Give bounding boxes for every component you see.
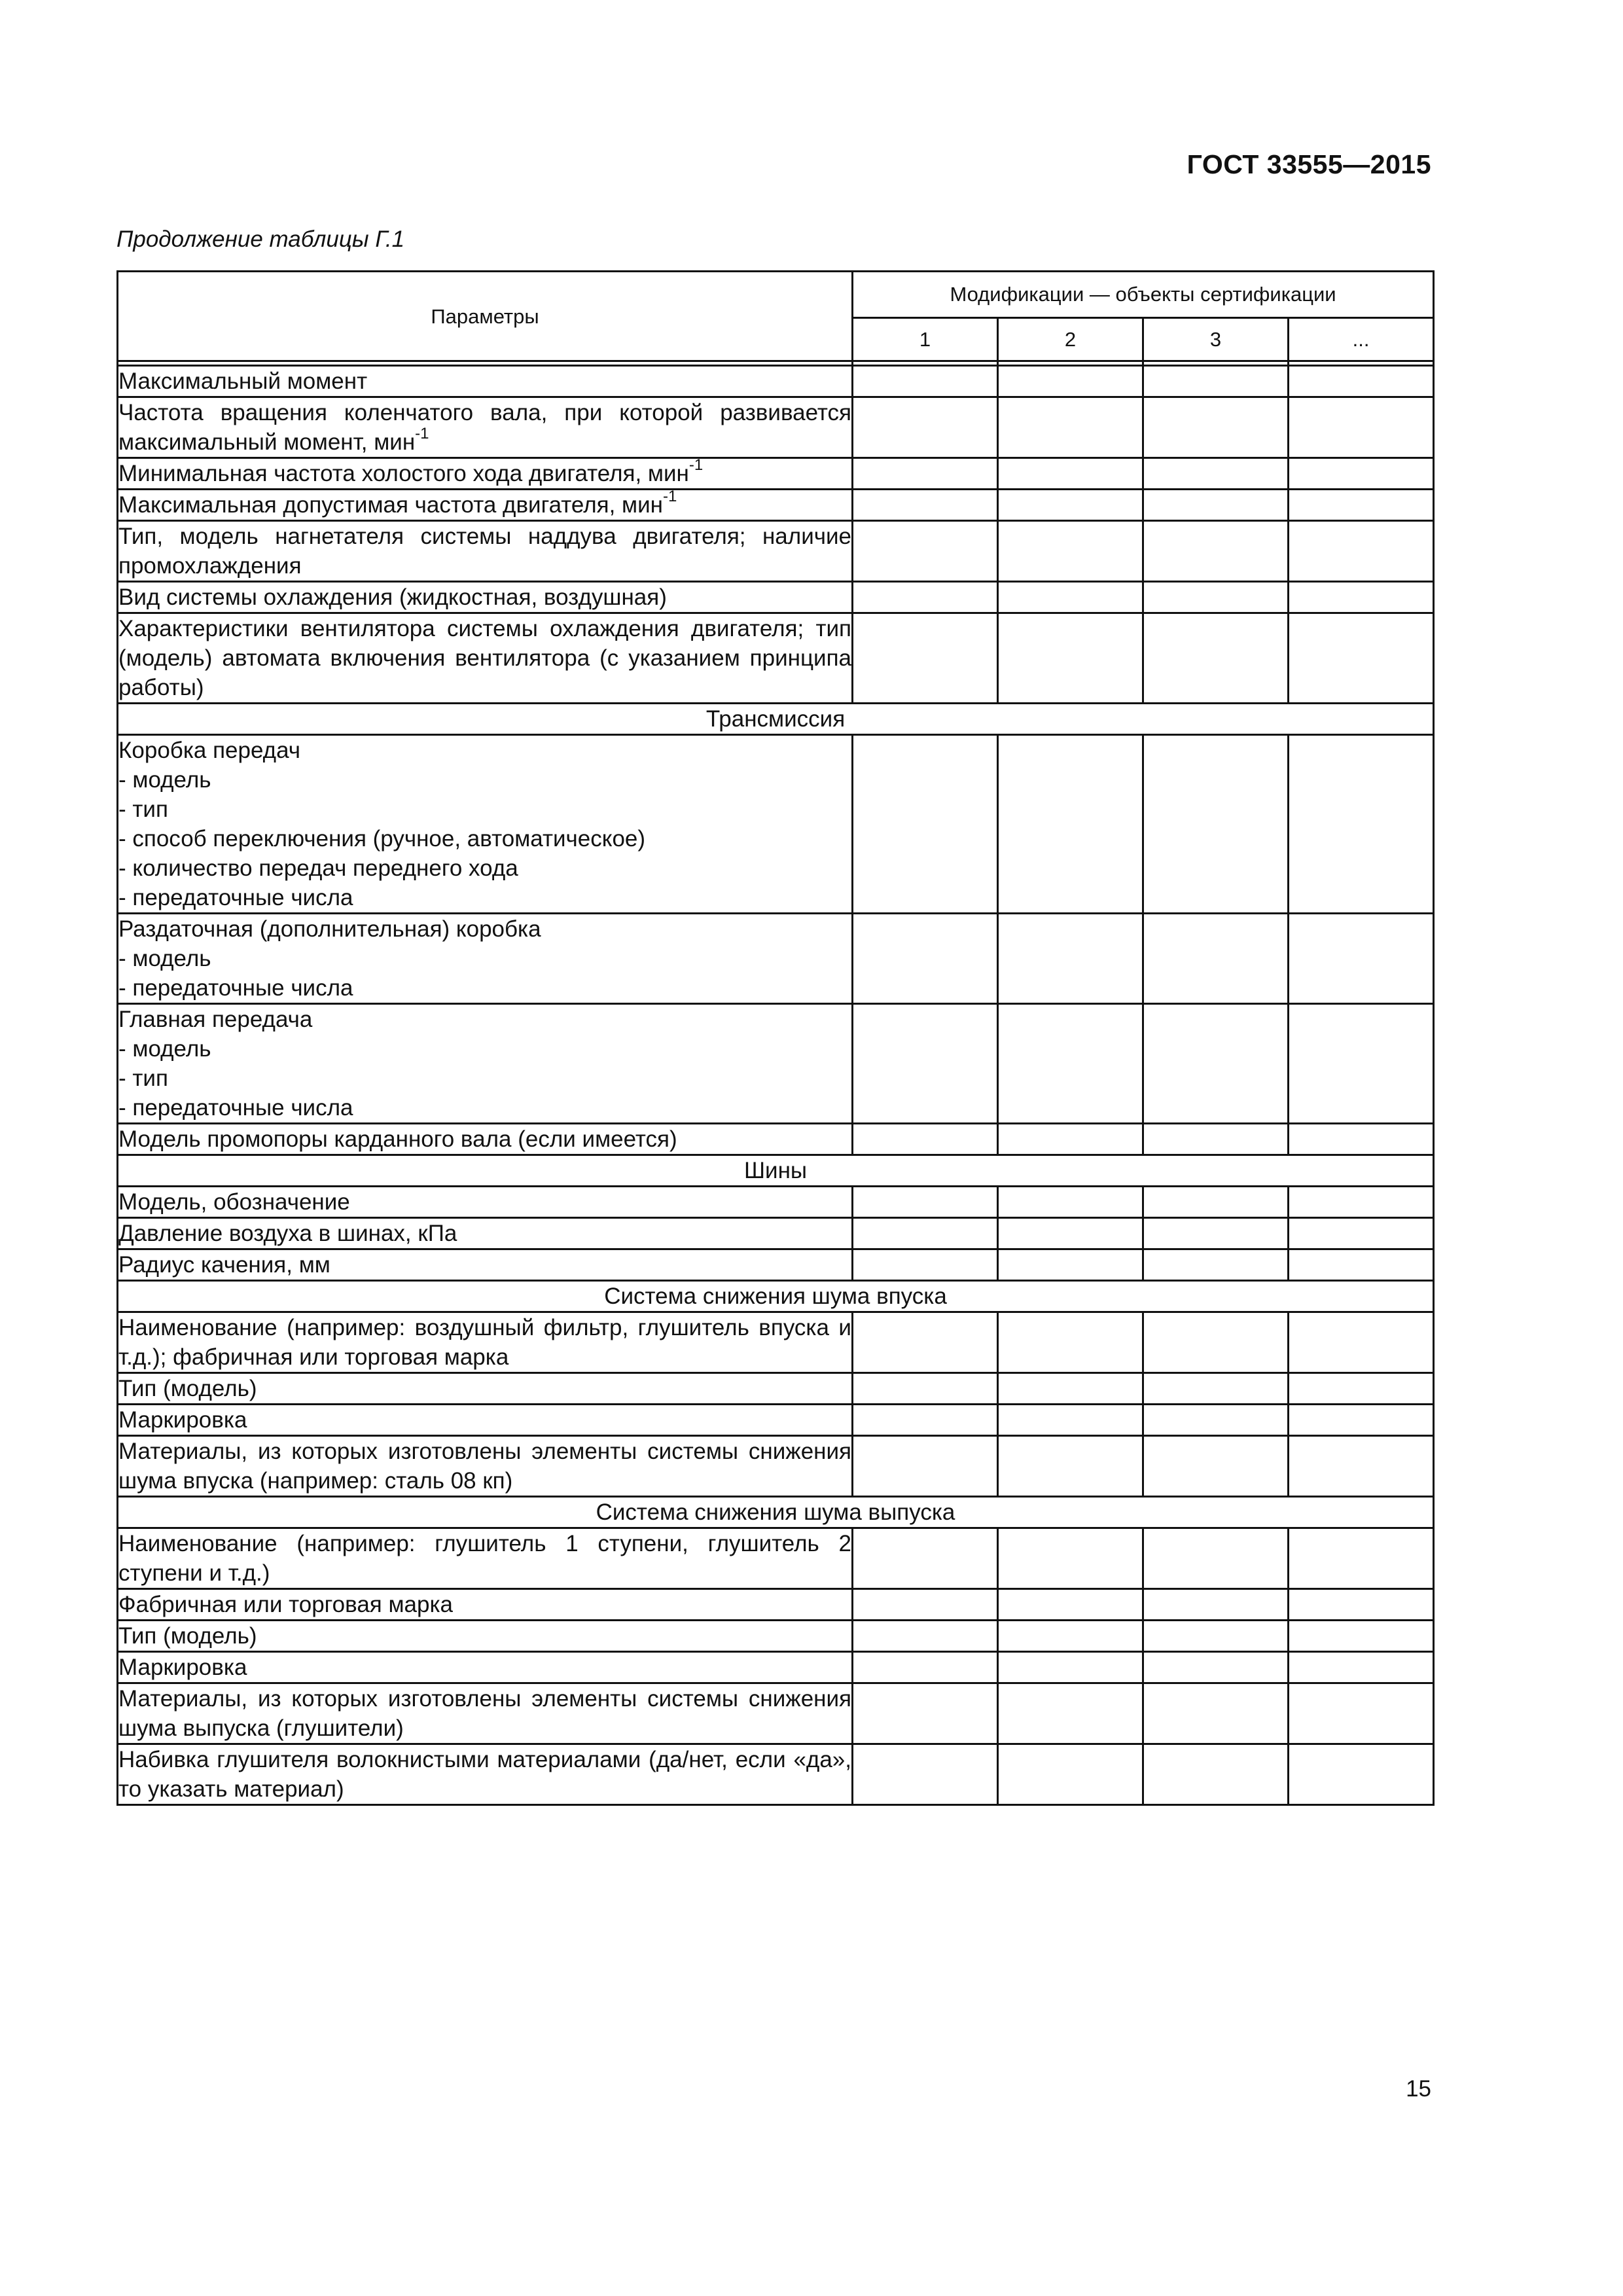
modification-cell (1289, 490, 1434, 521)
table-row (118, 1652, 1434, 1683)
modification-cell (998, 1218, 1143, 1249)
parameter-text (118, 973, 851, 1003)
modification-cell (853, 1373, 998, 1405)
parameter-text (118, 490, 851, 520)
table-row (118, 735, 1434, 914)
modification-cell (1143, 1249, 1289, 1281)
parameter-line: Материалы, из которых изготовлены элементы системы снижения шума впуска (например: сталь 08 кп) (118, 1439, 851, 1494)
modification-cell (853, 1589, 998, 1621)
header-mod-1: 1 (853, 317, 998, 361)
parameter-line: Главная передача (118, 1007, 313, 1032)
modification-cell (1289, 1436, 1434, 1497)
parameter-text (118, 795, 851, 824)
modification-cell (998, 458, 1143, 490)
parameter-text (118, 1653, 851, 1682)
section-title: Шины (118, 1155, 1434, 1187)
modification-cell (1143, 397, 1289, 458)
parameter-cell (118, 1312, 853, 1373)
section-row (118, 1281, 1434, 1312)
modification-cell (1143, 914, 1289, 1004)
parameter-line: Маркировка (118, 1655, 247, 1680)
table-row (118, 1589, 1434, 1621)
modification-cell (853, 458, 998, 490)
modification-cell (998, 490, 1143, 521)
modification-cell (1289, 1683, 1434, 1744)
modification-cell (1289, 397, 1434, 458)
modification-cell (1289, 1405, 1434, 1436)
parameter-cell (118, 582, 853, 613)
modification-cell (1143, 458, 1289, 490)
parameter-text (118, 765, 851, 795)
parameter-text (118, 1745, 851, 1804)
table-row (118, 366, 1434, 397)
parameter-text (118, 583, 851, 612)
modification-cell (1143, 490, 1289, 521)
header-mod-3: 3 (1143, 317, 1289, 361)
parameter-text (118, 398, 851, 457)
modification-cell (998, 521, 1143, 582)
parameter-line: Радиус качения, мм (118, 1252, 330, 1278)
modification-cell (1143, 735, 1289, 914)
parameter-line: - тип (118, 1066, 168, 1091)
modification-cell (998, 1621, 1143, 1652)
table-body (118, 366, 1434, 1805)
unit-exponent: -1 (688, 456, 704, 475)
parameter-text (118, 944, 851, 973)
modification-cell (853, 521, 998, 582)
parameter-cell (118, 1589, 853, 1621)
parameter-line: - тип (118, 797, 168, 822)
modification-cell (998, 366, 1143, 397)
parameter-text (118, 1093, 851, 1122)
modification-cell (853, 613, 998, 704)
parameter-text (118, 1405, 851, 1435)
table-row (118, 1249, 1434, 1281)
header-mod-more: ... (1289, 317, 1434, 361)
parameter-cell (118, 1436, 853, 1497)
parameter-cell (118, 1528, 853, 1589)
modification-cell (853, 366, 998, 397)
parameter-cell (118, 1683, 853, 1744)
modification-cell (998, 1436, 1143, 1497)
page-number: 15 (1406, 2076, 1431, 2102)
modification-cell (1289, 613, 1434, 704)
parameter-line: Давление воздуха в шинах, кПа (118, 1221, 457, 1246)
modification-cell (998, 1187, 1143, 1218)
parameter-cell (118, 521, 853, 582)
table-row (118, 1528, 1434, 1589)
modification-cell (998, 1744, 1143, 1805)
section-title: Трансмиссия (118, 704, 1434, 735)
parameter-text (118, 736, 851, 765)
parameter-cell (118, 1004, 853, 1124)
parameter-text (118, 1064, 851, 1093)
modification-cell (853, 1405, 998, 1436)
table-row (118, 582, 1434, 613)
modification-cell (998, 1373, 1143, 1405)
parameter-cell (118, 490, 853, 521)
parameter-text (118, 1124, 851, 1154)
parameter-cell (118, 914, 853, 1004)
modification-cell (998, 1312, 1143, 1373)
modification-cell (1289, 458, 1434, 490)
modification-cell (998, 613, 1143, 704)
parameter-cell (118, 366, 853, 397)
table-row (118, 1621, 1434, 1652)
parameter-line: - модель (118, 1036, 211, 1062)
parameter-line: Тип (модель) (118, 1376, 257, 1401)
table-row (118, 397, 1434, 458)
modification-cell (1143, 521, 1289, 582)
modification-cell (853, 1621, 998, 1652)
modification-cell (853, 914, 998, 1004)
parameter-line: - способ переключения (ручное, автоматическое) (118, 826, 646, 852)
parameter-line: Минимальная частота холостого хода двигателя, мин (118, 461, 689, 486)
parameter-text (118, 1590, 851, 1619)
section-title: Система снижения шума впуска (118, 1281, 1434, 1312)
table-row (118, 914, 1434, 1004)
modification-cell (998, 914, 1143, 1004)
modification-cell (998, 582, 1143, 613)
modification-cell (1289, 582, 1434, 613)
modification-cell (1289, 914, 1434, 1004)
table-caption: Продолжение таблицы Г.1 (116, 226, 405, 252)
modification-cell (853, 1683, 998, 1744)
parameter-text (118, 914, 851, 944)
parameter-text (118, 853, 851, 883)
parameter-text (118, 1621, 851, 1651)
table-row (118, 521, 1434, 582)
section-row (118, 1497, 1434, 1528)
parameter-cell (118, 1405, 853, 1436)
modification-cell (1289, 1589, 1434, 1621)
modification-cell (853, 490, 998, 521)
modification-cell (853, 1312, 998, 1373)
table-row (118, 490, 1434, 521)
modification-cell (998, 1004, 1143, 1124)
section-title: Система снижения шума выпуска (118, 1497, 1434, 1528)
header-parameters: Параметры (118, 272, 853, 361)
modification-cell (1289, 735, 1434, 914)
parameter-line: - количество передач переднего хода (118, 855, 518, 881)
modification-cell (1143, 1405, 1289, 1436)
modification-cell (998, 1589, 1143, 1621)
parameter-line: - передаточные числа (118, 1095, 353, 1121)
modification-cell (853, 735, 998, 914)
section-row (118, 1155, 1434, 1187)
parameter-line: Коробка передач (118, 738, 301, 763)
parameter-text (118, 1437, 851, 1496)
modification-cell (1143, 1218, 1289, 1249)
parameter-line: Материалы, из которых изготовлены элементы системы снижения шума выпуска (глушители) (118, 1686, 851, 1741)
modification-cell (1289, 1528, 1434, 1589)
modification-cell (998, 1683, 1143, 1744)
modification-cell (853, 1436, 998, 1497)
parameter-text (118, 367, 851, 396)
section-row (118, 704, 1434, 735)
parameter-text (118, 1529, 851, 1588)
parameter-line: Наименование (например: глушитель 1 ступени, глушитель 2 ступени и т.д.) (118, 1531, 851, 1586)
modification-cell (1289, 1373, 1434, 1405)
modification-cell (853, 582, 998, 613)
table-row (118, 458, 1434, 490)
table-row (118, 1218, 1434, 1249)
modification-cell (1143, 1436, 1289, 1497)
table-row (118, 1373, 1434, 1405)
unit-exponent: -1 (663, 488, 677, 506)
modification-cell (853, 1528, 998, 1589)
modification-cell (853, 1004, 998, 1124)
parameter-text (118, 1250, 851, 1280)
parameter-line: Раздаточная (дополнительная) коробка (118, 916, 541, 942)
modification-cell (1143, 613, 1289, 704)
parameter-text (118, 1374, 851, 1403)
parameter-line: - модель (118, 946, 211, 971)
document-code: ГОСТ 33555—2015 (1186, 149, 1431, 179)
modification-cell (853, 1218, 998, 1249)
parameter-line: Модель, обозначение (118, 1189, 350, 1215)
parameter-text (118, 883, 851, 912)
table-row (118, 613, 1434, 704)
parameter-line: Максимальная допустимая частота двигателя, мин (118, 492, 663, 518)
modification-cell (1289, 1124, 1434, 1155)
modification-cell (1143, 1744, 1289, 1805)
parameter-line: Фабричная или торговая марка (118, 1592, 454, 1617)
parameter-cell (118, 1249, 853, 1281)
modification-cell (998, 1652, 1143, 1683)
parameter-cell (118, 1373, 853, 1405)
parameter-text (118, 1219, 851, 1248)
modification-cell (1143, 1312, 1289, 1373)
parameter-cell (118, 397, 853, 458)
parameter-line: - модель (118, 767, 211, 793)
parameter-cell (118, 1218, 853, 1249)
table-row (118, 1683, 1434, 1744)
modification-cell (853, 1744, 998, 1805)
modification-cell (998, 1528, 1143, 1589)
parameter-line: Тип, модель нагнетателя системы наддува двигателя; наличие промохлаждения (118, 524, 851, 579)
parameter-line: Набивка глушителя волокнистыми материалами (да/нет, если «да», то указать материал) (118, 1747, 851, 1802)
parameter-text (118, 1187, 851, 1217)
table-row (118, 1312, 1434, 1373)
table-row (118, 1124, 1434, 1155)
parameters-table (116, 270, 1435, 1806)
parameter-line: Частота вращения коленчатого вала, при которой развивается максимальный момент, мин (118, 400, 851, 455)
modification-cell (1289, 1652, 1434, 1683)
parameter-cell (118, 735, 853, 914)
modification-cell (853, 1124, 998, 1155)
parameter-line: Наименование (например: воздушный фильтр, глушитель впуска и т.д.); фабричная или торговая марка (118, 1315, 851, 1370)
parameter-line: Модель промопоры карданного вала (если имеется) (118, 1126, 677, 1152)
modification-cell (1143, 1683, 1289, 1744)
parameter-text (118, 824, 851, 853)
parameter-cell (118, 613, 853, 704)
modification-cell (1143, 1621, 1289, 1652)
modification-cell (1289, 1187, 1434, 1218)
modification-cell (998, 735, 1143, 914)
parameter-cell (118, 458, 853, 490)
table-row (118, 1744, 1434, 1805)
modification-cell (853, 1652, 998, 1683)
modification-cell (998, 397, 1143, 458)
modification-cell (1143, 1373, 1289, 1405)
parameter-text (118, 522, 851, 581)
table-row (118, 1405, 1434, 1436)
modification-cell (1143, 582, 1289, 613)
modification-cell (1143, 366, 1289, 397)
unit-exponent: -1 (415, 425, 429, 443)
table-row (118, 1436, 1434, 1497)
modification-cell (1289, 1744, 1434, 1805)
modification-cell (1289, 1218, 1434, 1249)
modification-cell (1289, 521, 1434, 582)
modification-cell (1289, 1249, 1434, 1281)
header-modifications: Модификации — объекты сертификации (853, 272, 1434, 318)
parameter-cell (118, 1621, 853, 1652)
modification-cell (1289, 1312, 1434, 1373)
parameter-cell (118, 1187, 853, 1218)
modification-cell (998, 1124, 1143, 1155)
parameter-line: Вид системы охлаждения (жидкостная, воздушная) (118, 584, 667, 610)
parameter-line: Характеристики вентилятора системы охлаждения двигателя; тип (модель) автомата включения вентилятора (с указанием принципа работы) (118, 616, 851, 700)
parameter-text (118, 1005, 851, 1034)
modification-cell (1143, 1187, 1289, 1218)
parameter-text (118, 614, 851, 702)
parameter-text (118, 1034, 851, 1064)
parameter-line: Маркировка (118, 1407, 247, 1433)
table-row (118, 1187, 1434, 1218)
modification-cell (1289, 366, 1434, 397)
parameter-line: Тип (модель) (118, 1623, 257, 1649)
modification-cell (1143, 1589, 1289, 1621)
parameter-cell (118, 1124, 853, 1155)
parameter-line: - передаточные числа (118, 885, 353, 910)
modification-cell (853, 1187, 998, 1218)
parameter-text (118, 456, 851, 488)
modification-cell (1143, 1528, 1289, 1589)
modification-cell (998, 1405, 1143, 1436)
parameter-line: - передаточные числа (118, 975, 353, 1001)
modification-cell (1289, 1621, 1434, 1652)
modification-cell (1289, 1004, 1434, 1124)
modification-cell (1143, 1124, 1289, 1155)
modification-cell (1143, 1004, 1289, 1124)
parameter-cell (118, 1744, 853, 1805)
modification-cell (853, 397, 998, 458)
modification-cell (1143, 1652, 1289, 1683)
modification-cell (998, 1249, 1143, 1281)
table-row (118, 1004, 1434, 1124)
parameter-text (118, 1684, 851, 1743)
parameter-line: Максимальный момент (118, 368, 368, 394)
parameter-text (118, 1313, 851, 1372)
modification-cell (853, 1249, 998, 1281)
parameter-cell (118, 1652, 853, 1683)
header-mod-2: 2 (998, 317, 1143, 361)
